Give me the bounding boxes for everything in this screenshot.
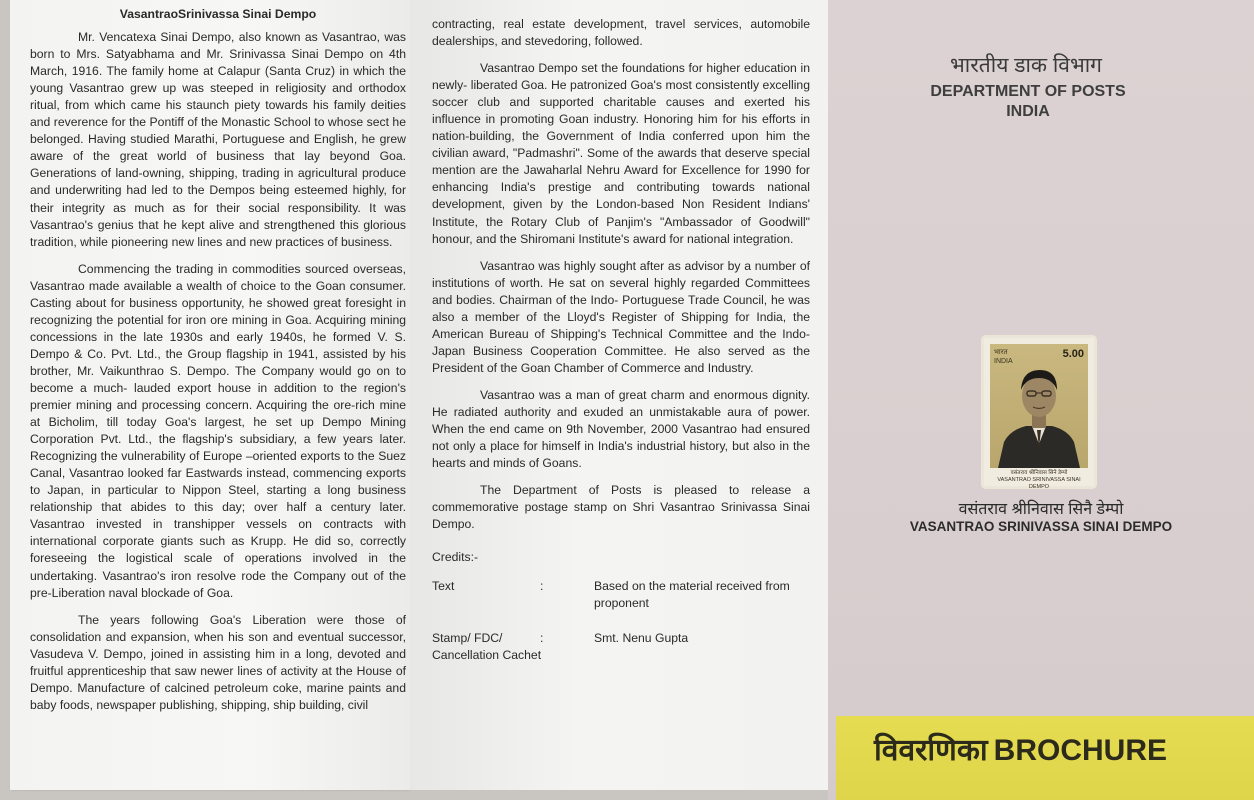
brochure-title — [874, 728, 1173, 769]
stamp-country-english: INDIA — [994, 358, 1013, 365]
postage-stamp — [984, 338, 1094, 490]
stamp-caption-hindi: वसंतराव श्रीनिवास सिनै डेम्पो — [1010, 470, 1068, 476]
credit-value: Smt. Nenu Gupta — [594, 631, 689, 646]
credit-colon: : — [540, 579, 544, 594]
department-line: DEPARTMENT OF POSTS — [930, 83, 1126, 100]
stamp-country-hindi: भारत — [994, 349, 1008, 356]
brochure-title-hindi: विवरणिका — [874, 734, 988, 767]
credit-row — [432, 630, 810, 670]
country-line: INDIA — [1006, 103, 1050, 120]
portrait-illustration — [990, 344, 1088, 468]
continued-text: contracting, real estate development, travel services, automobile dealerships, and stevedoring, followed. — [432, 17, 810, 49]
hindi-department-title: भारतीय डाक विभाग — [950, 54, 1102, 77]
paragraph: Vasantrao was highly sought after as advisor by a number of institutions of worth. He sat on several highly regarded Committees and bodies. Chairman of the Indo- Portuguese Trade Council, he was also a member of the Lloyd's Register of Shipping for India, the American Bureau of Shipping's Technical Committee and the Indo- Japan Business Cooperation Committee. He also served as the President of the Goan Chamber of Commerce and Industry. — [432, 258, 810, 375]
left-text-column — [30, 6, 406, 724]
paragraph: Mr. Vencatexa Sinai Dempo, also known as Vasantrao, was born to Mrs. Satyabhama and Mr. Srinivassa Sinai Dempo on 4th March, 1916. The family home at Calapur (Santa Cruz) in which the young Vasantrao grew up was steeped in religiosity and orthodox ritual, from which came his staunch piety towards his family deities and reverence for the Pontiff of the Monastic School to whose sect he belonged. Having studied Marathi, Portuguese and English, he grew aware of the great world of business that lay beyond Goa. Generations of land-owning, shipping, trading in agricultural produce and underwriting had led to the Dempos being esteemed highly, for their integrity as much as for their social responsibility. It was Vasantrao's genius that he kept alive and strengthened this glorious tradition, while pioneering new lines and new practices of business. — [30, 30, 406, 249]
paragraph: Commencing the trading in commodities sourced overseas, Vasantrao made available a wealth of choice to the Goan consumer. Casting about for business opportunity, he showed great foresight in recognizing the potential for iron ore mining in Goa. Acquiring mining concessions in the late 1930s and early 1940s, he formed V. S. Dempo & Co. Pvt. Ltd., the Group flagship in 1941, assisted by his brother, Mr. Vaikunthrao S. Dempo. The Company would go on to become a much- lauded export house in addition to the region's premier mining and processing concern. Acquiring the ore-rich mine at Bicholim, till today Goa's largest, he set up Dempo Mining Corporation Pvt. Ltd., the flagship's subsidiary, a few years later. Recognizing the vulnerability of Europe –oriented exports to the Suez Canal, Vasantrao looked far Eastwards instead, commencing exports to Japan, in particular to Nippon Steel, starting a long business relationship that abides to this day; over half a century later. Vasantrao invested in transhipper vessels on contracts with international corporate giants such as Krupp. He did so, correctly foreseeing the logistical scale of operations involved in the undertaking. Vasantrao's iron resolve rode the Company out of the pre-Liberation naval blockade of Goa. — [30, 261, 406, 600]
credit-row — [432, 578, 810, 618]
article-heading: VasantraoSrinivassa Sinai Dempo — [119, 7, 317, 21]
stamp-portrait-area — [990, 344, 1088, 468]
stamp-caption-english: VASANTRAO SRINIVASSA SINAI DEMPO — [997, 477, 1081, 490]
credit-key: Text — [432, 579, 455, 594]
brochure-title-english: BROCHURE — [993, 734, 1168, 767]
credit-value: Based on the material received from proponent — [594, 579, 790, 611]
middle-text-panel — [410, 0, 828, 790]
paragraph: Vasantrao was a man of great charm and enormous dignity. He radiated authority and exuded an unmistakable aura of power. When the end came on 9th November, 2000 Vasantrao had ensured not only a place for himself in India's industrial history, but also in the hearts and minds of Goans. — [432, 387, 810, 471]
middle-text-column — [432, 16, 810, 682]
credit-colon: : — [540, 631, 544, 646]
stamp-denomination: 5.00 — [1062, 348, 1084, 360]
left-text-panel — [10, 0, 410, 790]
honoree-name: VASANTRAO SRINIVASSA SINAI DEMPO — [909, 519, 1173, 534]
brochure-band — [836, 716, 1254, 800]
department-title — [898, 82, 1158, 122]
paragraph: The years following Goa's Liberation were those of consolidation and expansion, when his son and eventual successor, Vasudeva V. Dempo, joined in assisting him in a long, devoted and fruitful apprenticeship that saw newer lines of activity at the House of Dempo. Manufacture of calcined petroleum coke, marine paints and baby foods, newspaper publishing, shipping, ship building, civil — [30, 612, 406, 712]
credit-key: Stamp/ FDC/ Cancellation Cachet — [432, 631, 542, 663]
paragraph: The Department of Posts is pleased to release a commemorative postage stamp on Shri Vasantrao Srinivassa Sinai Dempo. — [432, 483, 810, 532]
credits-label: Credits:- — [432, 550, 479, 565]
cover-panel — [828, 0, 1254, 800]
paragraph: Vasantrao Dempo set the foundations for higher education in newly- liberated Goa. He patronized Goa's most consistently excelling soccer club and supported charitable causes and exerted his influence in promoting Goan industry. Honoring him for his efforts in nation-building, the Government of India conferred upon him the civilian award, "Padmashri". Some of the awards that deserve special mention are the Jawaharlal Nehru Award for Excellence for 1990 for enhancing India's prestige and contributing towards national development, given by the London-based Non Resident Indians' Institute, the Rotary Club of Panjim's "Ambassador of Goodwill" honour, and the Shiromani Institute's award for national integration. — [432, 61, 810, 246]
stamp-caption — [990, 470, 1088, 491]
honoree-name-hindi: वसंतराव श्रीनिवास सिनै डेम्पो — [958, 501, 1124, 518]
